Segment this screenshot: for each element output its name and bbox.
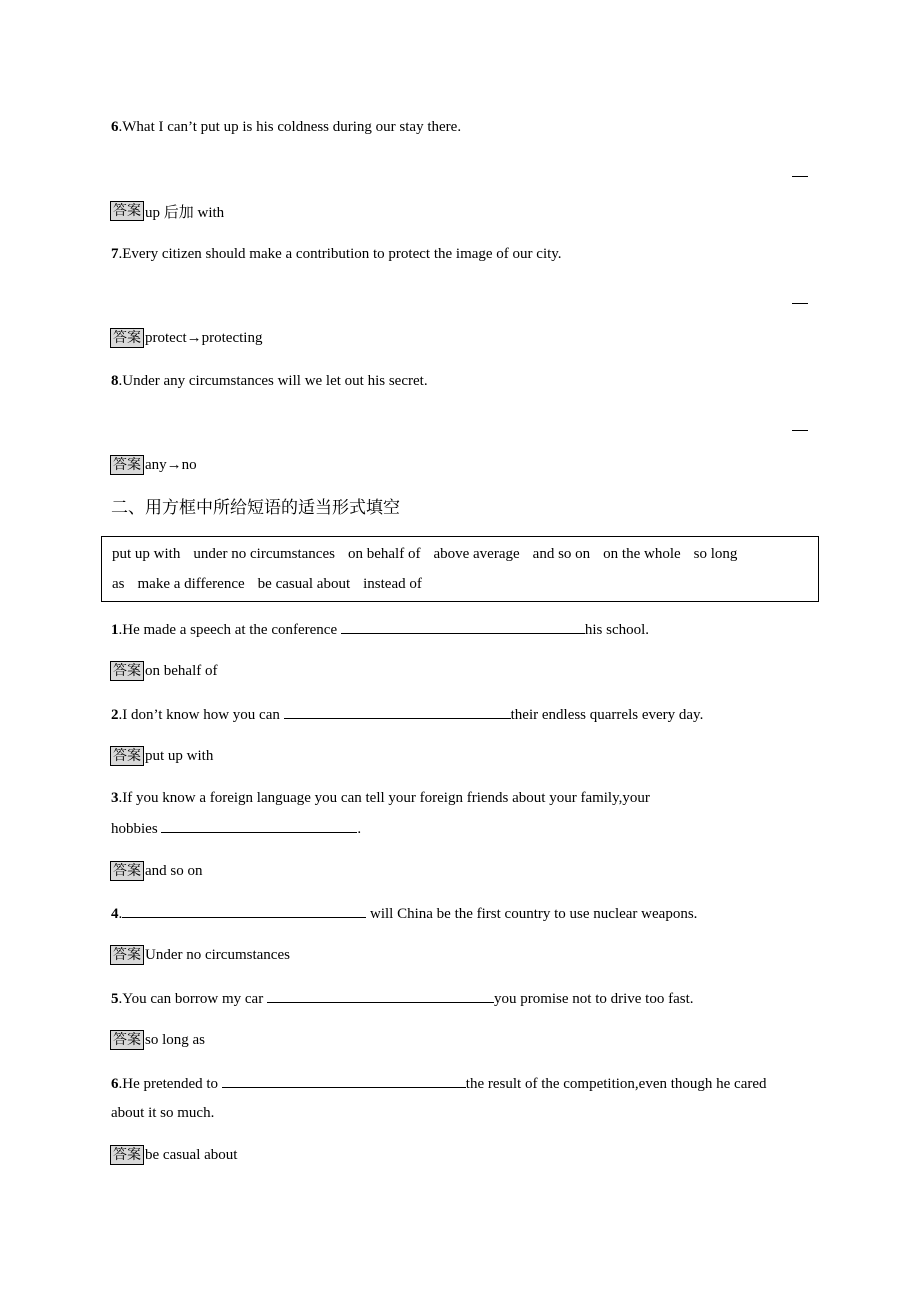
question-3-fill-line2: hobbies . <box>111 818 361 839</box>
answer-blank[interactable] <box>284 704 511 719</box>
phrase: above average <box>433 546 520 562</box>
question-5-fill: 5.You can borrow my car you promise not to drive too fast. <box>111 988 694 1009</box>
answer-row: 答案 and so on <box>110 860 203 882</box>
question-6-fill-line2: about it so much. <box>111 1105 215 1121</box>
question-7-correction: 7.Every citizen should make a contribution to protect the image of our city. <box>111 246 562 262</box>
question-8-correction: 8.Under any circumstances will we let out his secret. <box>111 373 428 389</box>
correction-mark <box>792 303 808 304</box>
answer-row: 答案 so long as <box>110 1029 205 1051</box>
phrase: under no circumstances <box>193 546 335 562</box>
phrase-row <box>112 574 435 594</box>
answer-row: 答案 protect→protecting <box>110 327 262 349</box>
phrase: on behalf of <box>347 546 421 562</box>
answer-row: 答案 up 后加 with <box>110 200 224 222</box>
answer-row: 答案 any→no <box>110 454 197 476</box>
phrase: on the whole <box>603 546 681 562</box>
section-heading: 二、用方框中所给短语的适当形式填空 <box>111 498 400 518</box>
phrase: instead of <box>363 576 422 592</box>
question-6-fill: 6.He pretended to the result of the competition,even though he cared <box>111 1073 767 1094</box>
question-4-fill: 4. will China be the first country to use nuclear weapons. <box>111 903 697 924</box>
answer-badge: 答案 <box>110 945 144 965</box>
answer-row: 答案 on behalf of <box>110 660 217 682</box>
phrase: be casual about <box>257 576 351 592</box>
answer-blank[interactable] <box>222 1073 466 1088</box>
answer-blank[interactable] <box>161 818 357 833</box>
answer-blank[interactable] <box>122 903 366 918</box>
phrase-row <box>112 544 750 564</box>
answer-badge: 答案 <box>110 661 144 681</box>
phrase: and so on <box>532 546 591 562</box>
answer-blank[interactable] <box>267 988 494 1003</box>
answer-badge: 答案 <box>110 861 144 881</box>
answer-badge: 答案 <box>110 1030 144 1050</box>
phrase: put up with <box>112 546 181 562</box>
question-1-fill: 1.He made a speech at the conference his school. <box>111 619 649 640</box>
correction-mark <box>792 430 808 431</box>
answer-badge: 答案 <box>110 1145 144 1165</box>
question-2-fill: 2.I don’t know how you can their endless quarrels every day. <box>111 704 703 725</box>
question-6-correction: 6.What I can’t put up is his coldness during our stay there. <box>111 119 462 135</box>
phrase: make a difference <box>137 576 245 592</box>
phrase: as <box>112 576 125 592</box>
question-3-fill: 3.If you know a foreign language you can tell your foreign friends about your family,your <box>111 790 650 806</box>
answer-row: 答案 put up with <box>110 745 213 767</box>
answer-row: 答案 be casual about <box>110 1144 237 1166</box>
answer-blank[interactable] <box>341 619 585 634</box>
answer-badge: 答案 <box>110 746 144 766</box>
answer-badge: 答案 <box>110 328 144 348</box>
answer-badge: 答案 <box>110 455 144 475</box>
answer-badge: 答案 <box>110 201 144 221</box>
answer-row: 答案 Under no circumstances <box>110 944 290 966</box>
phrase-box <box>101 536 819 602</box>
correction-mark <box>792 176 808 177</box>
phrase: so long <box>693 546 738 562</box>
